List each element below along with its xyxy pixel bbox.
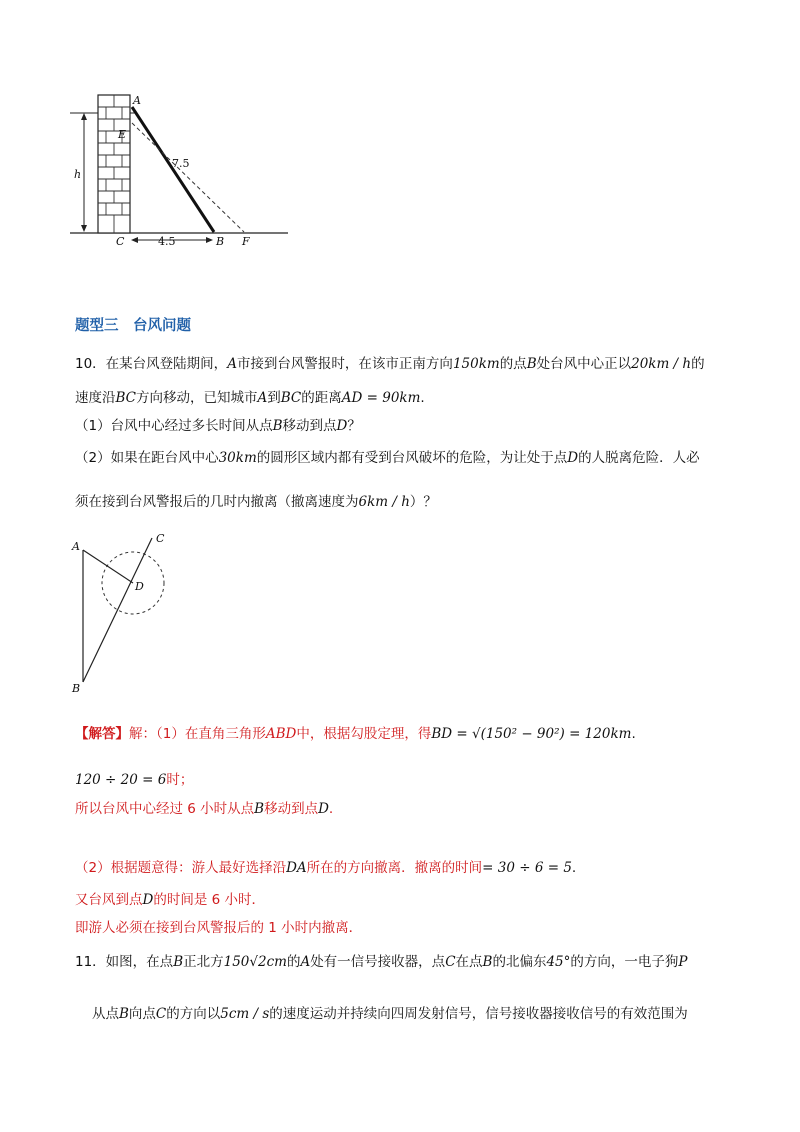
- fig2-label-A: A: [72, 540, 80, 553]
- q10-line2: 速度沿BC方向移动，已知城市A到BC的距离AD = 90km.: [75, 390, 425, 406]
- q10-line1: 10．在某台风登陆期间，A市接到台风警报时，在该市正南方向150km的点B处台风中心正以20km / h的: [75, 356, 705, 372]
- typhoon-figure: [66, 532, 186, 697]
- q10-sub2: （2）如果在距台风中心30km的圆形区域内都有受到台风破坏的危险，为让处于点D的人脱离危险．人必: [75, 450, 700, 466]
- label-h: h: [74, 168, 82, 181]
- segment-BC: [83, 538, 152, 682]
- segment-AD: [83, 550, 133, 583]
- label-4-5: 4.5: [158, 235, 176, 248]
- label-B: B: [216, 235, 225, 248]
- q10-sub1: （1）台风中心经过多长时间从点B移动到点D？: [75, 418, 361, 434]
- label-A: A: [133, 94, 141, 107]
- ladder-wall-figure: [60, 85, 300, 255]
- height-arrow-bottom: [81, 225, 87, 232]
- brick-wall: [98, 95, 130, 233]
- q11-line2: 从点B向点C的方向以5cm / s的速度运动并持续向四周发射信号，信号接收器接收信号的有效范围为: [92, 1006, 688, 1022]
- label-7-5: 7.5: [172, 157, 190, 170]
- fig2-label-D: D: [135, 580, 144, 593]
- answer-line3: 所以台风中心经过 6 小时从点B移动到点D.: [75, 801, 334, 817]
- label-F: F: [242, 235, 250, 248]
- section-title: 题型三 台风问题: [75, 318, 191, 334]
- answer-line6: 即游人必须在接到台风警报后的 1 小时内撤离．: [75, 920, 363, 936]
- answer-line5: 又台风到点D的时间是 6 小时．: [75, 892, 265, 908]
- base-arrow-left: [131, 237, 138, 243]
- answer-line1: 【解答】解：（1）在直角三角形ABD中，根据勾股定理，得BD = √(150² − 90²) = 120km.: [75, 726, 636, 742]
- q11-line1: 11．如图，在点B正北方150√2cm的A处有一信号接收器，点C在点B的北偏东45°的方向，一电子狗P: [75, 954, 688, 970]
- fig2-label-B: B: [72, 682, 81, 695]
- base-arrow-right: [206, 237, 213, 243]
- label-E: E: [118, 128, 127, 141]
- label-C: C: [116, 235, 125, 248]
- answer-line4: （2）根据题意得：游人最好选择沿DA所在的方向撤离．撤离的时间= 30 ÷ 6 = 5.: [75, 860, 577, 876]
- fig2-label-C: C: [156, 532, 165, 545]
- q10-sub2b: 须在接到台风警报后的几时内撤离（撤离速度为6km / h）？: [75, 494, 437, 510]
- height-arrow-top: [81, 113, 87, 120]
- ladder-EF-dashed: [132, 123, 244, 232]
- answer-line2: 120 ÷ 20 = 6时；: [75, 772, 194, 788]
